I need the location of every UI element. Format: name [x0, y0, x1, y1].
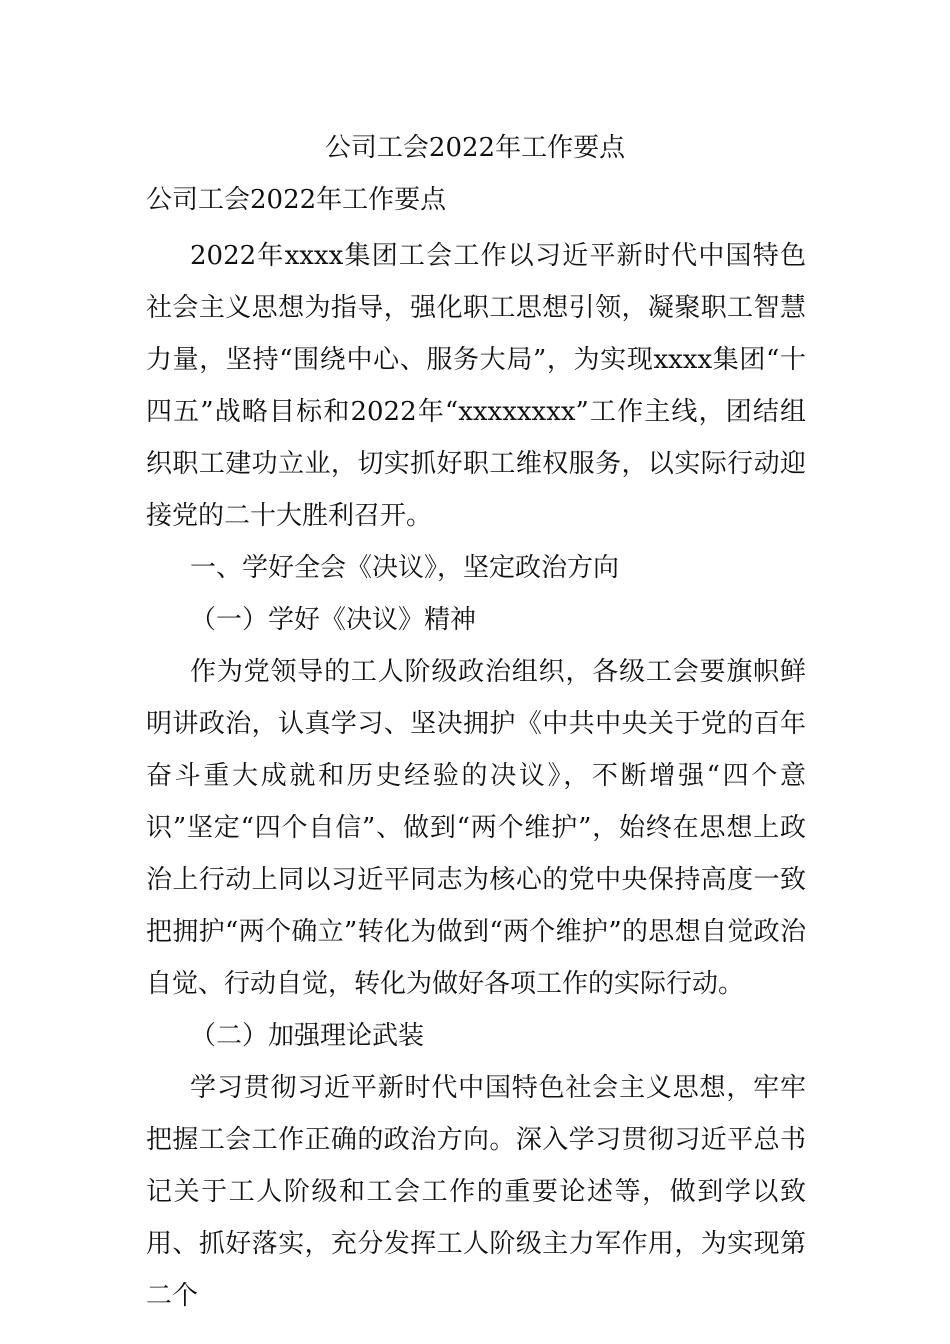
document-subtitle: 公司工会2022年工作要点 [146, 185, 447, 215]
subsection-heading-2: （二）加强理论武装 [190, 1021, 425, 1051]
document-body [146, 230, 806, 1322]
paragraph-theory: 学习贯彻习近平新时代中国特色社会主义思想，牢牢把握工会工作正确的政治方向。深入学习贯彻习近平总书记关于工人阶级和工会工作的重要论述等，做到学以致用、抓好落实，充分发挥工人阶级主力军作用，为实现第二个 [146, 1073, 806, 1311]
subsection-heading-1: （一）学好《决议》精神 [190, 605, 477, 635]
paragraph-intro: 2022年xxxx集团工会工作以习近平新时代中国特色社会主义思想为指导，强化职工思想引领，凝聚职工智慧力量，坚持“围绕中心、服务大局”，为实现xxxx集团“十四五”战略目标和2022年“xxxxxxxx”工作主线，团结组织职工建功立业，切实抓好职工维权服务，以实际行动迎接党的二十大胜利召开。 [146, 241, 806, 531]
document-title: 公司工会2022年工作要点 [324, 133, 626, 163]
section-heading-1: 一、学好全会《决议》，坚定政治方向 [190, 553, 620, 583]
paragraph-resolution: 作为党领导的工人阶级政治组织，各级工会要旗帜鲜明讲政治，认真学习、坚决拥护《中共中央关于党的百年奋斗重大成就和历史经验的决议》，不断增强“四个意识”坚定“四个自信”、做到“两个维护”，始终在思想上政治上行动上同以习近平同志为核心的党中央保持高度一致把拥护“两个确立”转化为做到“两个维护”的思想自觉政治自觉、行动自觉，转化为做好各项工作的实际行动。 [146, 657, 806, 999]
